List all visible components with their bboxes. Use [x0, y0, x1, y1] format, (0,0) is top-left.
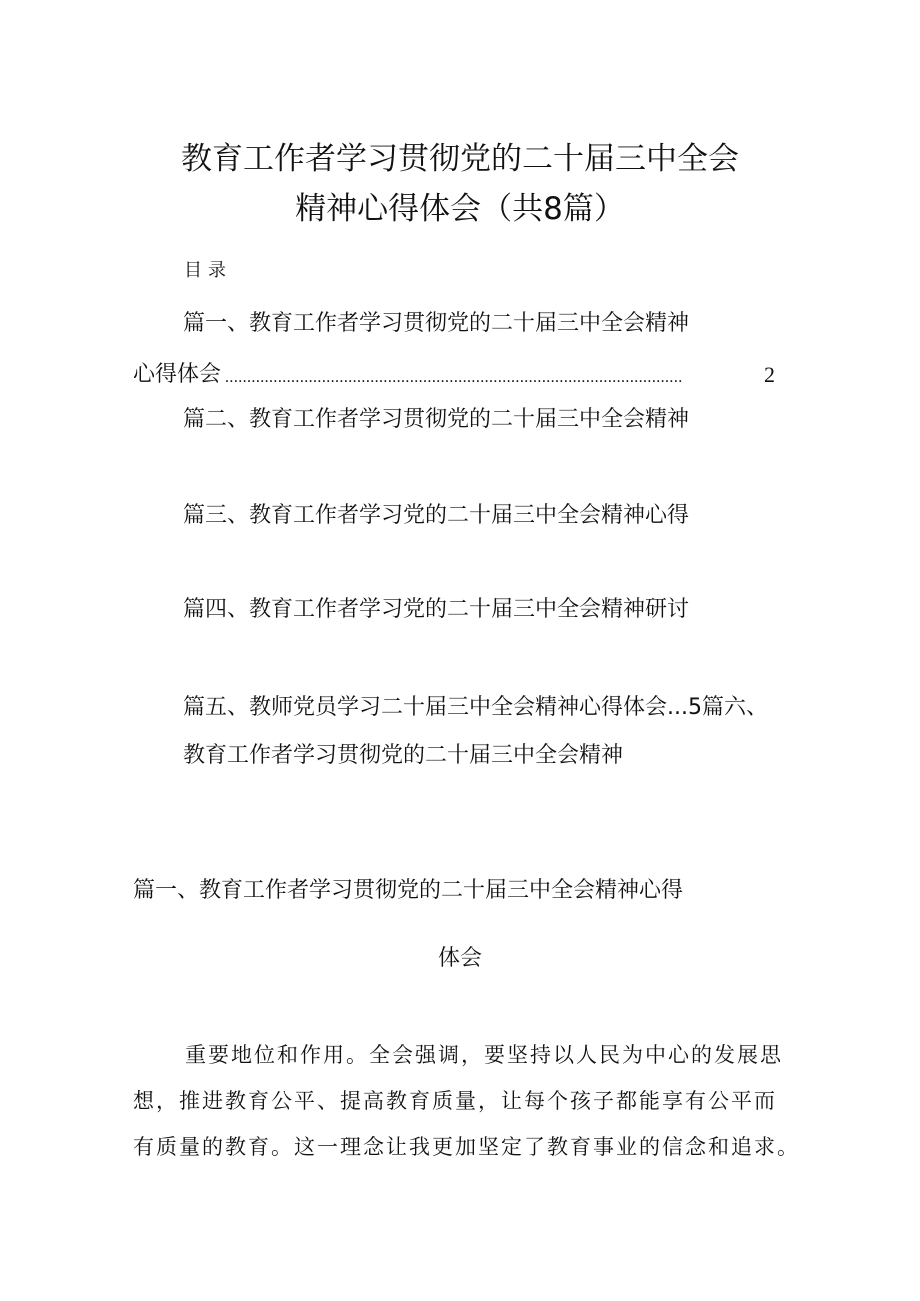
- toc-entry-6: 教育工作者学习贯彻党的二十届三中全会精神: [183, 743, 624, 768]
- paragraph-line-3: 有质量的教育。这一理念让我更加坚定了教育事业的信念和追求。: [133, 1135, 800, 1159]
- toc-entry-1-line-2: 心得体会: [133, 361, 222, 387]
- toc-entry-2: 篇二、教育工作者学习贯彻党的二十届三中全会精神: [183, 407, 690, 432]
- toc-dot-leader: ........................................................................................................: [225, 369, 683, 387]
- paragraph-line-1: 重要地位和作用。全会强调，要坚持以人民为中心的发展思: [185, 1043, 783, 1067]
- document-title-line-1: 教育工作者学习贯彻党的二十届三中全会: [181, 141, 739, 177]
- toc-entry-5: 篇五、教师党员学习二十届三中全会精神心得体会...5篇六、: [183, 695, 768, 720]
- toc-heading: 目录: [184, 260, 232, 281]
- document-title-line-2: 精神心得体会（共8篇）: [295, 191, 625, 227]
- toc-entry-1-continuation: [133, 361, 775, 387]
- toc-entry-1: 篇一、教育工作者学习贯彻党的二十届三中全会精神: [183, 311, 690, 336]
- toc-page-number: 2: [764, 361, 775, 387]
- toc-entry-3: 篇三、教育工作者学习党的二十届三中全会精神心得: [183, 503, 690, 528]
- paragraph-line-2: 想，推进教育公平、提高教育质量，让每个孩子都能享有公平而: [133, 1089, 777, 1113]
- section-heading-continuation: 体会: [437, 946, 482, 971]
- section-heading: 篇一、教育工作者学习贯彻党的二十届三中全会精神心得: [133, 878, 684, 903]
- toc-entry-4: 篇四、教育工作者学习党的二十届三中全会精神研讨: [183, 597, 690, 622]
